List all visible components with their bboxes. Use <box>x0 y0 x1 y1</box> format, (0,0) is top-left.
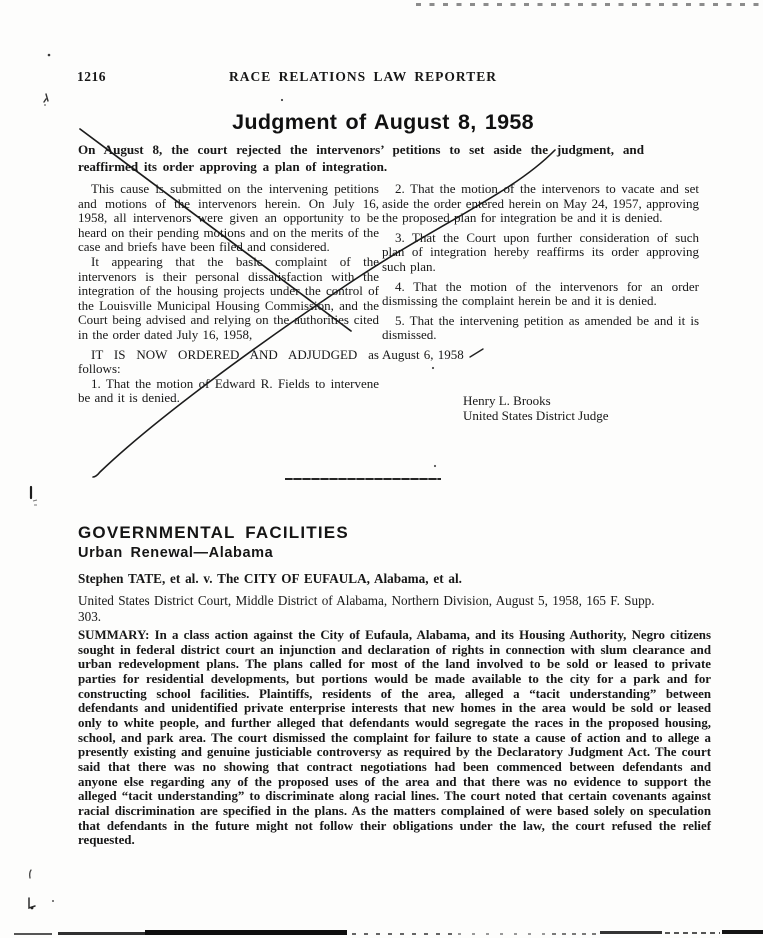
scan-speck <box>281 99 283 101</box>
signature-block <box>463 394 609 424</box>
scan-speck <box>434 465 436 467</box>
paragraph-item-3: 3. That the Court upon further consideration of such plan of integration hereby reaffirms its order approving such plan. <box>382 229 699 274</box>
scan-speck <box>52 900 54 902</box>
margin-mark-top-left <box>44 94 48 102</box>
scan-speck <box>432 367 434 369</box>
section-subheading: Urban Renewal—Alabama <box>78 545 274 561</box>
scan-speck <box>31 907 34 910</box>
running-head: RACE RELATIONS LAW REPORTER <box>229 69 497 84</box>
scan-speck <box>48 54 51 57</box>
margin-mark-bottom-left <box>30 870 31 878</box>
judge-name: Henry L. Brooks <box>463 393 551 408</box>
section-heading: GOVERNMENTAL FACILITIES <box>78 523 349 542</box>
court-citation: United States District Court, Middle District of Alabama, Northern Division, August 5, 1958, 165 F. Supp. 303. <box>78 593 655 624</box>
judgment-right-column <box>382 182 699 363</box>
paragraph-order-clause: IT IS NOW ORDERED AND ADJUDGED as follows: <box>78 346 379 377</box>
scan-top-dashed-edge <box>416 3 763 6</box>
margin-mark-mid-left <box>33 500 37 505</box>
page-number: 1216 <box>77 69 106 84</box>
judgment-date: August 6, 1958 <box>382 346 464 362</box>
judgment-title: Judgment of August 8, 1958 <box>232 110 534 134</box>
scan-speck <box>44 104 46 106</box>
judge-title: United States District Judge <box>463 407 609 423</box>
paragraph-item-5: 5. That the intervening petition as amended be and it is dismissed. <box>382 312 699 343</box>
section-separator-rule <box>285 478 441 480</box>
case-name: Stephen TATE, et al. v. The CITY OF EUFAULA, Alabama, et al. <box>78 571 462 586</box>
judgment-abstract: On August 8, the court rejected the intervenors’ petitions to set aside the judgment, and reaffirmed its order approving a plan of integration. <box>78 142 644 174</box>
paragraph-item-2: 2. That the motion of the intervenors to vacate and set aside the order entered herein on May 24, 1957, approving the proposed plan for integration be and it is denied. <box>382 181 699 226</box>
judgment-left-column <box>78 182 379 406</box>
paragraph-item-4: 4. That the motion of the intervenors for an order dismissing the complaint herein be and it is denied. <box>382 278 699 309</box>
paragraph: It appearing that the basic complaint of the intervenors is their personal dissatisfaction with the integration of the housing projects under the control of the Louisville Municipal Housing Commission, and the Court being advised and relying on the authorities cited in the order dated July 16, 1958, <box>78 253 379 342</box>
paragraph: This cause is submitted on the intervening petitions and motions of the intervenors herein. On July 16, 1958, all intervenors were given an opportunity to be heard on their pending motions and on the merits of the case and briefs have been filed and considered. <box>78 181 379 255</box>
margin-mark-bottom-left <box>29 898 35 908</box>
paragraph-item-1: 1. That the motion of Edward R. Fields to intervene be and it is denied. <box>78 375 379 406</box>
case-summary: SUMMARY: In a class action against the City of Eufaula, Alabama, and its Housing Authority, Negro citizens sought in federal district court an injunction and declaration of rights in connection with slum clearance and urban redevelopment plans. The plans called for most of the land involved to be sold or leased to private parties for residential developments, but portions would be made available to the city for a park and for constructing school facilities. Plaintiffs, residents of the area, alleged a “tacit understanding” between defendants and unidentified private enterprise interests that new homes in the area would be sold or leased only to white people, and further alleged that defendants would segregate the races in the proposed housing, school, and park area. The court dismissed the complaint for failure to state a cause of action and to allege a presently existing and genuine justiciable controversy as required by the Declaratory Judgment Act. The court said that there was no showing that contract negotiations had been commenced between defendants and anyone else regarding any of the proposed uses of the area and that there was no evidence to support the alleged “tacit understanding” to discriminate along racial lines. The court noted that certain covenants against racial discrimination are specified in the plans. As the matters complained of were based solely on speculation that defendants in the future might not follow their obligations under the law, the court refused the relief requested. <box>78 628 711 848</box>
